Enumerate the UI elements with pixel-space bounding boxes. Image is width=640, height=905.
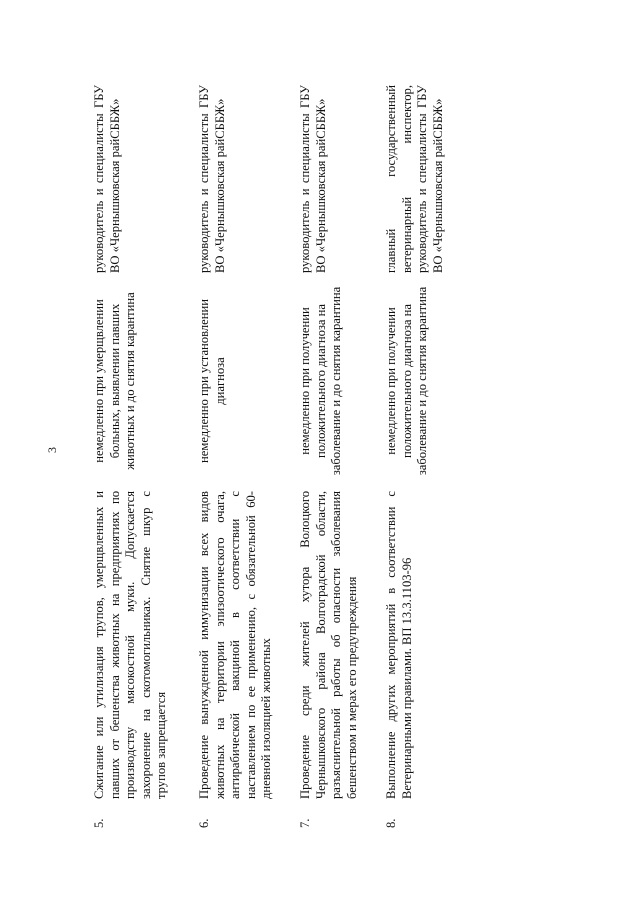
page-number: 3: [45, 447, 59, 453]
row-number: 6.: [197, 818, 211, 828]
measure-text: Выполнение других мероприятий в соответствии с Ветеринарными правилами. ВП 13.3.1103-96: [384, 491, 414, 799]
responsible-text: руководитель и специалисты ГБУ ВО «Чернышковская райСББЖ»: [92, 85, 122, 273]
row-number: 5.: [92, 818, 106, 828]
row-number: 8.: [384, 818, 398, 828]
responsible-text: руководитель и специалисты ГБУ ВО «Чернышковская райСББЖ»: [298, 85, 328, 273]
deadline-text: немедленно при получении положительного диагноза на заболевание и до снятия карантина: [384, 286, 429, 476]
deadline-text: немедленно при установлении диагноза: [197, 299, 227, 463]
deadline-text: немедленно при получении положительного диагноза на заболевание и до снятия карантина: [298, 286, 343, 476]
measure-text: Проведение вынужденной иммунизации всех видов животных на территории эпизоотического очага, антирабической вакциной в соответствии с наставлением по ее применению, с обязательной 60-дневной изоляцией животных: [197, 491, 273, 799]
measure-text: Проведение среди жителей хутора Волоцкого Чернышковского района Волгоградской области, разъяснительной работы об опасности заболевания бешенством и мерах его предупреждения: [298, 491, 359, 799]
row-number: 7.: [298, 818, 312, 828]
responsible-text: руководитель и специалисты ГБУ ВО «Чернышковская райСББЖ»: [197, 85, 227, 273]
deadline-text: немедленно при умерщвлении больных, выявлении павших животных и до снятия карантина: [92, 292, 137, 470]
responsible-text: главный государственный ветеринарный инспектор, руководитель и специалисты ГБУ ВО «Чернышковская райСББЖ»: [384, 85, 445, 273]
measure-text: Сжигание или утилизация трупов, умерщвленных и павших от бешенства животных на предприятиях по производству мясокостной муки. Допускается захоронение на скотомогильниках. Снятие шкур с трупов запрещается: [92, 491, 168, 799]
